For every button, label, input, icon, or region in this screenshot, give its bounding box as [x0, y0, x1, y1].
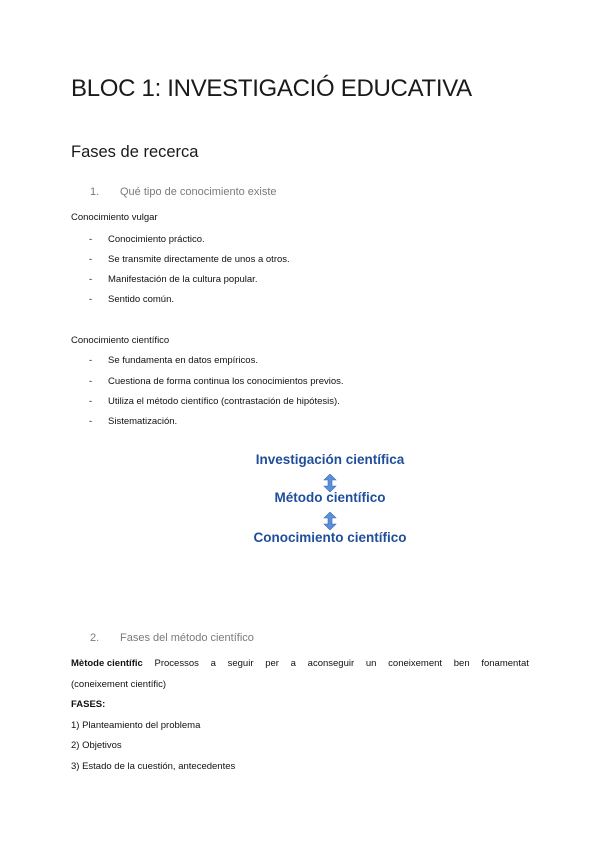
definition-term: Mètode científic [71, 658, 143, 669]
page-title: BLOC 1: INVESTIGACIÓ EDUCATIVA [71, 75, 472, 102]
list-item: - Sistematización. [89, 416, 178, 427]
list-item: - Cuestiona de forma continua los conocimientos previos. [89, 376, 344, 387]
list-item: - Sentido común. [89, 294, 175, 305]
diagram-node-bottom: Conocimiento científico [253, 530, 407, 545]
numbered-heading-1 [90, 186, 277, 198]
list-item: - Manifestación de la cultura popular. [89, 274, 258, 285]
list-item: 3) Estado de la cuestión, antecedentes [71, 761, 236, 772]
double-arrow-icon [322, 512, 338, 530]
list-item: - Se transmite directamente de unos a otros. [89, 254, 290, 265]
subheading-cientifico: Conocimiento científico [71, 335, 170, 346]
subheading-vulgar: Conocimiento vulgar [71, 212, 158, 223]
fases-heading: FASES: [71, 699, 106, 710]
definition-line-2: (coneixement científic) [71, 679, 167, 690]
definition-line-1: Mètode científic Processos a seguir per a aconseguir un coneixement ben fonamentat [71, 658, 529, 669]
heading-number: 1. [90, 186, 100, 198]
heading-label: Fases del método científico [120, 632, 254, 644]
knowledge-diagram [240, 448, 420, 552]
heading-label: Qué tipo de conocimiento existe [120, 186, 277, 198]
list-item: - Conocimiento práctico. [89, 234, 205, 245]
diagram-node-top: Investigación científica [255, 452, 405, 467]
list-item: 2) Objetivos [71, 740, 122, 751]
numbered-heading-2 [90, 632, 254, 644]
diagram-node-middle: Método científico [274, 490, 386, 505]
list-item: - Se fundamenta en datos empíricos. [89, 355, 258, 366]
list-item: - Utiliza el método científico (contrastación de hipótesis). [89, 396, 340, 407]
section-heading: Fases de recerca [71, 143, 199, 161]
heading-number: 2. [90, 632, 100, 644]
list-item: 1) Planteamiento del problema [71, 720, 201, 731]
